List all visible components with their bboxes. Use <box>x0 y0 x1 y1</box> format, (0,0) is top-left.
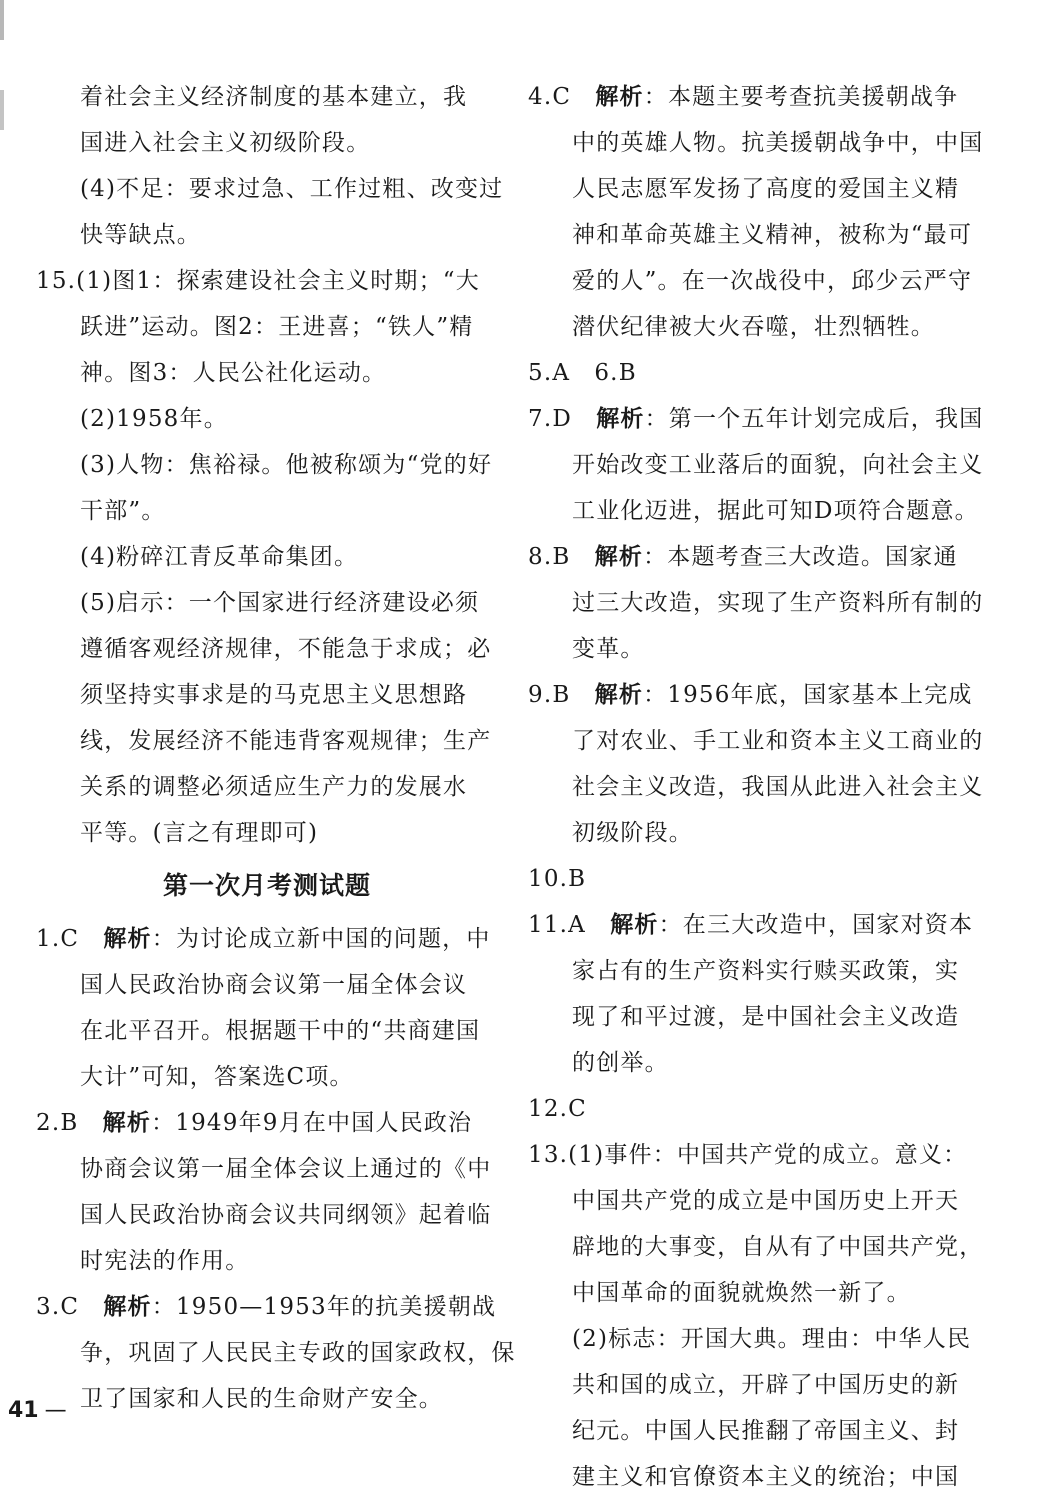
analysis-label: 解析 <box>102 1110 152 1136</box>
answer-number: 8.B <box>528 544 571 570</box>
page-number-dash: — <box>44 1398 67 1423</box>
text-line: 变革。 <box>572 636 645 662</box>
text-line: 快等缺点。 <box>80 222 201 248</box>
text-line: 在北平召开。根据题干中的“共商建国 <box>80 1018 481 1044</box>
question-12-line: 12.C <box>528 1096 587 1122</box>
text-line: 社会主义改造，我国从此进入社会主义 <box>572 774 984 800</box>
text-line: 共和国的成立，开辟了中国历史的新 <box>572 1372 960 1398</box>
analysis-text: ：1949年9月在中国人民政治 <box>151 1110 473 1136</box>
page-number-value: 41 <box>8 1398 39 1423</box>
analysis-label: 解析 <box>595 84 644 110</box>
analysis-label: 解析 <box>103 1294 152 1320</box>
question-2-line <box>36 1100 498 1146</box>
text-line: 大计”可知，答案选C项。 <box>80 1064 354 1090</box>
answer-number: 1.C <box>36 926 80 952</box>
text-line: 的创举。 <box>572 1050 669 1076</box>
text-line: 中国革命的面貌就焕然一新了。 <box>572 1280 911 1306</box>
text-line: 神和革命英雄主义精神，被称为“最可 <box>572 222 973 248</box>
text-line: 时宪法的作用。 <box>80 1248 250 1274</box>
text-line: (5)启示：一个国家进行经济建设必须 <box>80 590 480 616</box>
text-line: (2)1958年。 <box>80 406 228 432</box>
text-line: 须坚持实事求是的马克思主义思想路 <box>80 682 468 708</box>
analysis-text: ：本题主要考查抗美援朝战争 <box>643 84 959 110</box>
analysis-text: ：第一个五年计划完成后，我国 <box>644 406 984 432</box>
text-line: 神。图3：人民公社化运动。 <box>80 360 387 386</box>
text-line: 过三大改造，实现了生产资料所有制的 <box>572 590 984 616</box>
text-line: (2)标志：开国大典。理由：中华人民 <box>572 1326 972 1352</box>
text-line: 国进入社会主义初级阶段。 <box>80 130 371 156</box>
text-line: 爱的人”。在一次战役中，邱少云严守 <box>572 268 973 294</box>
text-line: 初级阶段。 <box>572 820 693 846</box>
question-7-line <box>528 396 984 442</box>
analysis-label: 解析 <box>596 406 645 432</box>
answer-number: 9.B <box>528 682 571 708</box>
text-line: 国人民政治协商会议第一届全体会议 <box>80 972 468 998</box>
answer-number: 3.C <box>36 1294 80 1320</box>
analysis-label: 解析 <box>610 912 659 938</box>
text-line: 建主义和官僚资本主义的统治；中国 <box>572 1464 960 1490</box>
text-line: 关系的调整必须适应生产力的发展水 <box>80 774 468 800</box>
binding-edge <box>0 0 4 1466</box>
analysis-text: ：本题考查三大改造。国家通 <box>643 544 958 570</box>
question-13-line: 13.(1)事件：中国共产党的成立。意义： <box>528 1142 968 1168</box>
text-line: (4)不足：要求过急、工作过粗、改变过 <box>80 176 504 202</box>
question-3-line <box>36 1284 498 1330</box>
text-line: 争，巩固了人民民主专政的国家政权，保 <box>80 1340 516 1366</box>
text-line: 跃进”运动。图2：王进喜；“铁人”精 <box>80 314 474 340</box>
text-line: 遵循客观经济规律，不能急于求成；必 <box>80 636 492 662</box>
text-line: 纪元。中国人民推翻了帝国主义、封 <box>572 1418 960 1444</box>
text-line: 开始改变工业落后的面貌，向社会主义 <box>572 452 984 478</box>
text-line: 线，发展经济不能违背客观规律；生产 <box>80 728 492 754</box>
text-line: 潜伏纪律被大火吞噬，壮烈牺牲。 <box>572 314 935 340</box>
text-line: 干部”。 <box>80 498 166 524</box>
text-line: 人民志愿军发扬了高度的爱国主义精 <box>572 176 960 202</box>
text-line: 中国共产党的成立是中国历史上开天 <box>572 1188 960 1214</box>
right-column <box>528 74 984 1500</box>
analysis-label: 解析 <box>103 926 152 952</box>
answer-number: 7.D <box>528 406 572 432</box>
analysis-text: ：1956年底，国家基本上完成 <box>643 682 973 708</box>
question-5-6-line: 5.A 6.B <box>528 360 637 386</box>
text-line: 国人民政治协商会议共同纲领》起着临 <box>80 1202 492 1228</box>
analysis-text: ：1950—1953年的抗美援朝战 <box>151 1294 497 1320</box>
text-line: 协商会议第一届全体会议上通过的《中 <box>80 1156 492 1182</box>
text-line: 卫了国家和人民的生命财产安全。 <box>80 1386 443 1412</box>
text-line: 现了和平过渡，是中国社会主义改造 <box>572 1004 960 1030</box>
text-line: (3)人物：焦裕禄。他被称颂为“党的好 <box>80 452 493 478</box>
question-10-line: 10.B <box>528 866 587 892</box>
answer-number: 2.B <box>36 1110 79 1136</box>
question-11-line <box>528 902 973 948</box>
text-line: (4)粉碎江青反革命集团。 <box>80 544 359 570</box>
analysis-label: 解析 <box>594 544 644 570</box>
analysis-text: ：在三大改造中，国家对资本 <box>658 912 974 938</box>
left-column <box>36 74 516 1422</box>
question-15-line: 15.(1)图1：探索建设社会主义时期；“大 <box>36 268 480 294</box>
text-line: 了对农业、手工业和资本主义工商业的 <box>572 728 984 754</box>
question-9-line <box>528 672 973 718</box>
text-line: 中的英雄人物。抗美援朝战争中，中国 <box>572 130 984 156</box>
page-number <box>8 1396 67 1426</box>
text-line: 平等。(言之有理即可) <box>80 820 319 846</box>
answer-number: 4.C <box>528 84 572 110</box>
text-line: 家占有的生产资料实行赎买政策，实 <box>572 958 960 984</box>
text-line: 工业化迈进，据此可知D项符合题意。 <box>572 498 979 524</box>
text-line: 辟地的大事变，自从有了中国共产党， <box>572 1234 984 1260</box>
section-title: 第一次月考测试题 <box>162 871 371 900</box>
analysis-label: 解析 <box>594 682 644 708</box>
question-4-line <box>528 74 973 120</box>
text-line: 着社会主义经济制度的基本建立，我 <box>80 84 468 110</box>
question-8-line <box>528 534 973 580</box>
answer-number: 11.A <box>528 912 586 938</box>
analysis-text: ：为讨论成立新中国的问题，中 <box>151 926 491 952</box>
question-1-line <box>36 916 498 962</box>
